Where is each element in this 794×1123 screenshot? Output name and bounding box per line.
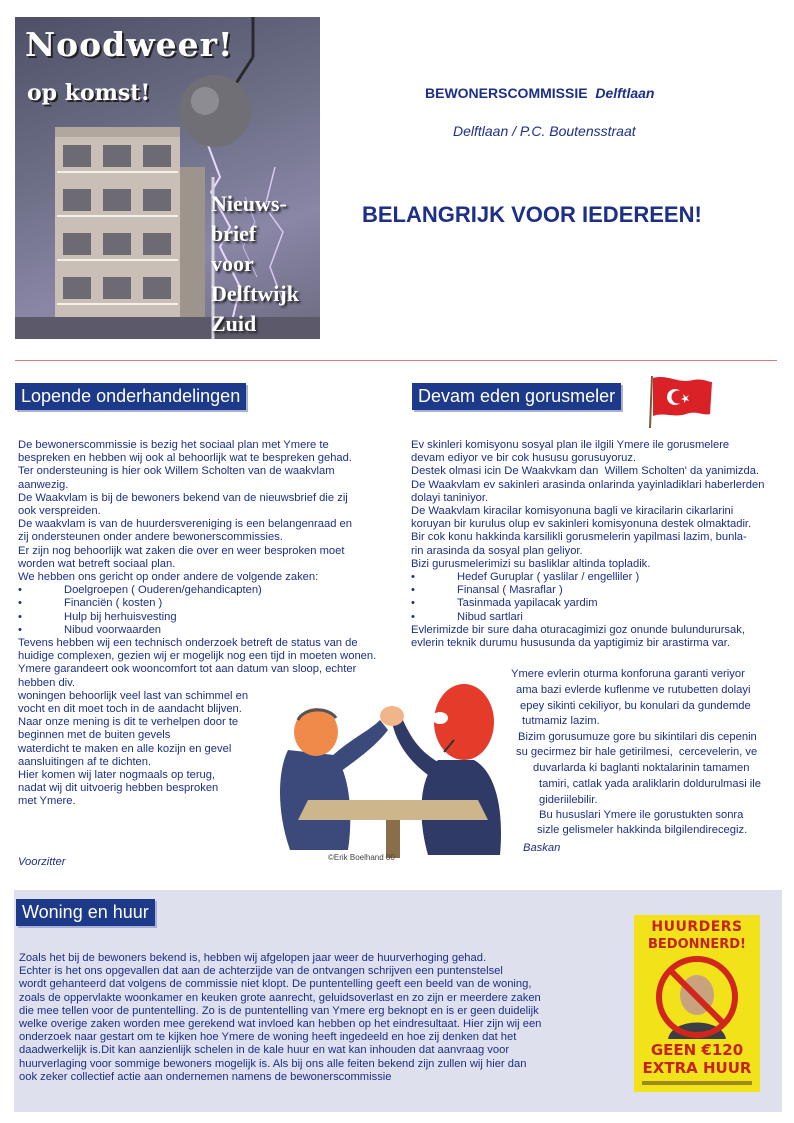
poster-top-line-1: HUURDERS — [651, 919, 743, 935]
text-line: welke overige zaken worden mee gerekend wat invloed kan hebben op het eindresultaat. Hier zijn wij een — [19, 1018, 542, 1031]
text-line: Er zijn nog behoorlijk wat zaken die over en weer besproken moet — [18, 544, 345, 557]
text-line: waterdicht te maken en alle kozijn en gevel — [18, 742, 232, 755]
masthead-title: Noodweer! — [25, 25, 234, 64]
text-line: zij ondersteunen onder andere bewonerscommissies. — [18, 531, 283, 544]
text-line: devam ediyor ve bir cok hususu gorusuyoruz. — [411, 452, 637, 465]
committee-place: Delftlaan — [595, 85, 655, 101]
turkish-flag-icon — [648, 372, 714, 430]
right-article — [411, 439, 764, 650]
newsletter-line: voor — [211, 251, 254, 276]
signature-right: Baskan — [523, 842, 561, 854]
list-item: • Hulp bij herhuisvesting — [18, 610, 177, 623]
text-line: Destek olmasi icin De Waakvkam dan Willem Scholten' da yanimizda. — [411, 465, 760, 478]
list-item: • Doelgroepen ( Ouderen/gehandicapten) — [18, 584, 262, 597]
section-title-left: Lopende onderhandelingen — [15, 383, 246, 410]
text-line: duvarlarda ki baglanti noktalarinin tamamen — [533, 762, 750, 774]
section-title-right: Devam eden gorusmeler — [412, 383, 621, 410]
poster-footer-strip — [642, 1081, 752, 1085]
text-line: wordt gehanteerd dat volgens de commissie niet klopt. De puntentelling geeft een beeld van de woning, — [19, 978, 532, 991]
committee-name — [425, 85, 654, 101]
text-line: sizle gelismeler hakkinda bilgilendirecegiz. — [537, 824, 748, 836]
illustration-credit: ©Erik Boelhand 00 — [328, 853, 395, 862]
section-title-bottom: Woning en huur — [16, 899, 155, 926]
text-line: De waakvlam is van de huurdersvereniging is een belangenraad en — [18, 518, 352, 531]
headline: BELANGRIJK VOOR IEDEREEN! — [362, 202, 702, 227]
text-line: evlerin teknik durumu hususunda da yaptigimiz bir arastirma var. — [411, 637, 730, 650]
text-line: Ymere evlerin oturma konforuna garanti veriyor — [511, 668, 745, 680]
list-item: • Tasinmada yapilacak yardim — [411, 597, 598, 610]
text-line: daadwerkelijk is.Dit kan aanzienlijk schelen in de kale huur en wat kan inhouden dat aanvraag voor — [19, 1044, 510, 1057]
list-item: • Nibud sartlari — [411, 610, 523, 623]
text-line: Evlerimizde bir sure daha oturacagimizi goz onunde bulundurursak, — [411, 623, 745, 636]
text-line: worden wat betreft sociaal plan. — [18, 557, 176, 570]
newsletter-line: Nieuws- — [211, 191, 287, 216]
text-line: zoals de oppervlakte woonkamer en keuken grote aanrecht, geluidsoverlast en zo zijn er meerdere zaken — [19, 991, 541, 1004]
masthead-image — [15, 17, 320, 339]
newsletter-line: Zuid — [211, 311, 257, 336]
text-line: woningen behoorlijk veel last van schimmel en — [18, 689, 249, 702]
text-line: tutmamiz lazim. — [522, 715, 600, 727]
streets: Delftlaan / P.C. Boutensstraat — [453, 123, 636, 139]
text-line: nadat wij dit uitvoerig hebben besproken — [18, 782, 219, 795]
text-line: Zoals het bij de bewoners bekend is, hebben wij afgelopen jaar weer de huurverhoging gehad. — [19, 952, 487, 964]
text-line: rin arasinda da sosyal plan geliyor. — [411, 544, 583, 557]
list-item: • Finansal ( Masraflar ) — [411, 584, 563, 597]
text-line: De Waakvlam kiracilar komisyonuna bagli ve kiracilarin cikarlarini — [411, 505, 734, 518]
list-item: • Financiën ( kosten ) — [18, 597, 163, 610]
text-line: Bizi gurusmelerimizi su basliklar altinda topladik. — [411, 557, 651, 570]
protest-poster — [634, 915, 760, 1092]
text-line: gideriilebilir. — [539, 794, 598, 806]
text-line: huidige complexen, gezien wij er mogelijk nog een tijd in moeten wonen. — [18, 650, 377, 663]
text-line: Hier komen wij later nogmaals op terug, — [18, 769, 216, 782]
text-line: su gecirmez bir hale getirilmesi, cercevelerin, ve — [516, 746, 758, 758]
masthead-newsletter — [211, 189, 299, 339]
bottom-article — [19, 952, 541, 1084]
text-line: Bir cok konu hakkinda karsilikli gorusmelerin yapilmasi lazim, bunla- — [411, 531, 747, 544]
poster-top-line-2: BEDONNERD! — [647, 937, 746, 952]
poster-bottom-line-1: GEEN €120 — [650, 1041, 744, 1059]
poster-bottom-line-2: EXTRA HUUR — [642, 1059, 752, 1077]
text-line: epey sikinti cekiliyor, bu konulari da gundemde — [520, 700, 751, 712]
text-line: De Waakvlam is bij de bewoners bekend van de nieuwsbrief die zij — [18, 491, 348, 504]
divider — [15, 360, 777, 361]
text-line: ama bazi evlerde kuflenme ve rutubetten dolayi — [516, 684, 751, 696]
masthead-subtitle: op komst! — [27, 80, 151, 106]
text-line: Ev skinleri komisyonu sosyal plan ile ilgili Ymere ile gorusmelere — [411, 439, 730, 451]
text-line: bespreken en hebben wij ook al behoorlijk wat te bespreken gehad. — [18, 452, 352, 465]
text-line: Naar onze mening is dit te verhelpen door te — [18, 716, 239, 729]
text-line: De Waakvlam ev sakinleri arasinda onlarinda yayinladiklari haberlerden — [411, 478, 765, 491]
text-line: dolayi taniniyor. — [411, 491, 489, 504]
arm-wrestling-illustration — [268, 660, 508, 865]
text-line: aansluitingen af te dichten. — [18, 755, 152, 768]
text-line: De bewonerscommissie is bezig het sociaal plan met Ymere te — [18, 439, 329, 451]
text-line: Echter is het ons opgevallen dat aan de achterzijde van de ontvangen schrijven een puntenstelsel — [19, 965, 503, 978]
text-line: koruyan bir kurulus olup ev sakinleri komisyonuna destek olmaktadir. — [411, 518, 752, 531]
text-line: Ter ondersteuning is hier ook Willem Scholten van de waakvlam — [18, 465, 335, 478]
text-line: onderzoek naar gestart om te kijken hoe Ymere de woning heeft ingedeeld en hoe zij denken dat het — [19, 1031, 517, 1044]
signature-left: Voorzitter — [18, 856, 66, 868]
committee-label: BEWONERSCOMMISSIE — [425, 85, 588, 101]
list-item: • Nibud voorwaarden — [18, 623, 162, 636]
text-line: Bizim gorusumuze gore bu sikintilari dis cepenin — [518, 731, 757, 743]
text-line: beginnen met de buiten gevels — [18, 729, 171, 742]
text-line: huurverlaging voor sommige bewoners mogelijk is. Als bij ons alle feiten bekend zijn zullen wij hier dan — [19, 1057, 527, 1070]
text-line: ook verspreiden. — [18, 505, 101, 518]
text-line: Tevens hebben wij een technisch onderzoek betreft de status van de — [18, 637, 358, 650]
text-line: met Ymere. — [18, 795, 76, 808]
newsletter-line: Delftwijk — [211, 281, 299, 306]
text-line: hebben div. — [18, 676, 76, 689]
text-line: die mee tellen voor de puntentelling. Zo is de puntentelling van Ymere erg beknopt en is er geen duidelijk — [19, 1004, 539, 1017]
list-item: • Hedef Guruplar ( yaslilar / engelliler ) — [411, 571, 640, 584]
text-line: Bu hususlari Ymere ile gorustukten sonra — [539, 809, 744, 821]
text-line: We hebben ons gericht op onder andere de volgende zaken: — [18, 571, 319, 584]
text-line: tamiri, catlak yada araliklarin doldurulmasi ile — [539, 778, 761, 790]
newsletter-line: brief — [211, 221, 257, 246]
no-sign-icon — [652, 955, 742, 1039]
text-line: vocht en dit moet toch in de aandacht blijven. — [18, 703, 242, 716]
text-line: ook zeker collectief actie aan ondernemen namens de bewonerscommissie — [19, 1070, 392, 1083]
text-line: aanwezig. — [18, 478, 69, 491]
text-line: Ymere garandeert ook wooncomfort tot aan datum van sloop, echter — [18, 663, 357, 676]
